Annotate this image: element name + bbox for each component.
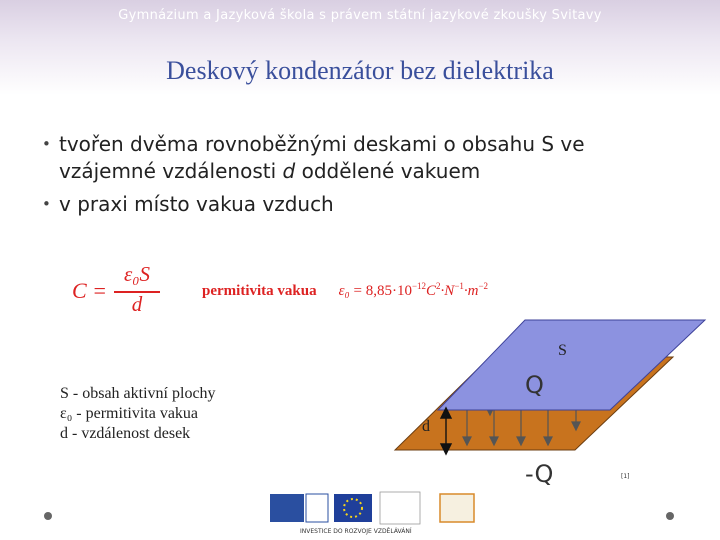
eu-flag-icon <box>334 494 372 522</box>
op-logo <box>440 494 474 522</box>
positive-charge-label: Q <box>525 371 544 399</box>
bullet-text: tvořen dvěma rovnoběžnými deskami o obsahu S ve vzájemné vzdálenosti <box>59 132 585 183</box>
permittivity-constant: permitivita vakua $\varepsilon_0 = 8,85\cdot 10^{-12}C^2\cdot N^{-1}\cdot m^{-2}$ <box>202 281 489 299</box>
permittivity-symbol: ε₀ <box>338 283 350 299</box>
esf-logo <box>270 494 304 522</box>
definition-line: d - vzdálenost desek <box>60 425 191 442</box>
formula-numerator: ε₀S <box>123 262 151 286</box>
definition-line: ε₀ - permitivita vakua <box>60 405 199 422</box>
plate-area-label: S <box>558 342 567 359</box>
negative-charge-label: -Q <box>525 460 554 488</box>
msmt-logo <box>380 492 420 524</box>
formula-denominator: d <box>131 292 143 316</box>
slide-title: Deskový kondenzátor bez dielektrika <box>166 56 554 85</box>
gap-label: d <box>422 418 430 435</box>
definition-line: S - obsah aktivní plochy <box>60 385 216 402</box>
reference-mark: [1] <box>621 473 630 480</box>
logo-caption: INVESTICE DO ROZVOJE VZDĚLÁVÁNÍ <box>300 528 412 535</box>
bullet-variable: d <box>282 159 296 183</box>
corner-dot-right <box>666 512 674 520</box>
formula-lhs: C = <box>72 278 108 303</box>
corner-dot-left <box>44 512 52 520</box>
bullet-text: v praxi místo vakua vzduch <box>59 192 334 216</box>
esf-logo-side <box>306 494 328 522</box>
bullet-text: oddělené vakuem <box>295 159 481 183</box>
permittivity-label: permitivita vakua <box>202 283 317 299</box>
school-header: Gymnázium a Jazyková škola s právem státní jazykové zkoušky Svitavy <box>118 8 602 23</box>
